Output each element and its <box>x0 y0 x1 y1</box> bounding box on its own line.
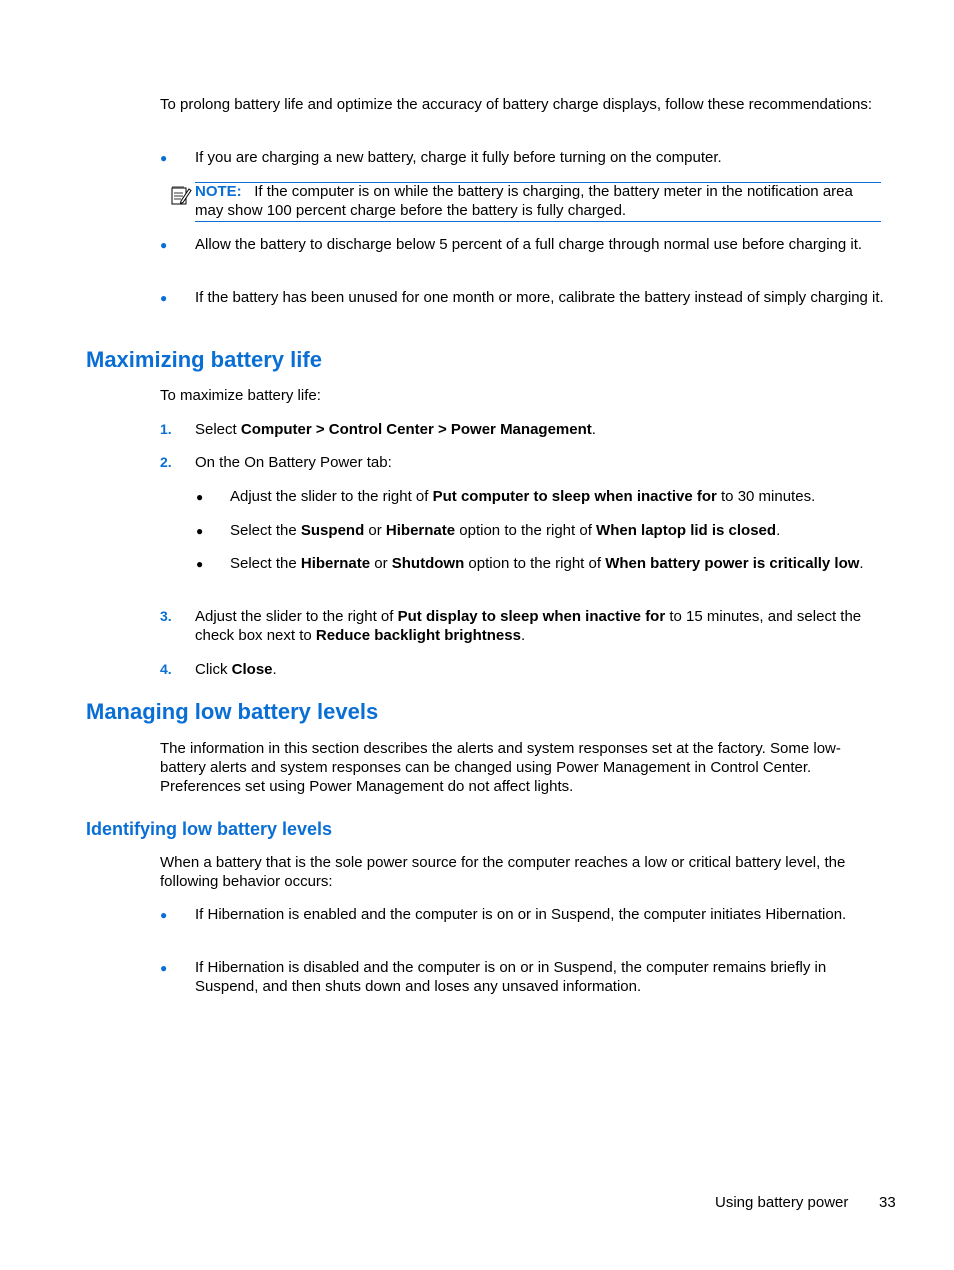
note-pencil-icon <box>170 184 192 206</box>
managing-paragraph: The information in this section describes the alerts and system responses set at the factory. Some low-battery alerts and system responses can be changed using Power Management in Control Center. Preferences set using Power Management do not affect lights. <box>160 740 841 795</box>
sub-step-3: Select the Hibernate or Shutdown option to the right of When battery power is critically low. <box>230 555 864 572</box>
bullet-icon: ● <box>196 490 204 504</box>
maximize-intro: To maximize battery life: <box>160 387 321 404</box>
bullet-icon: ● <box>196 524 204 538</box>
note-body <box>195 182 881 220</box>
recommendation-1: If you are charging a new battery, charge it fully before turning on the computer. <box>195 149 722 166</box>
behavior-1: If Hibernation is enabled and the computer is on or in Suspend, the computer initiates Hibernation. <box>195 906 847 923</box>
step-2: On the On Battery Power tab: <box>195 454 392 471</box>
step-4: Click Close. <box>195 661 277 678</box>
intro-paragraph: To prolong battery life and optimize the accuracy of battery charge displays, follow these recommendations: <box>160 96 873 113</box>
footer-chapter-title: Using battery power <box>715 1194 849 1211</box>
note-text: If the computer is on while the battery is charging, the battery meter in the notification area may show 100 percent charge before the battery is fully charged. <box>195 183 853 219</box>
note-bottom-rule <box>195 221 881 222</box>
step-number: 4. <box>160 661 172 677</box>
recommendation-2: Allow the battery to discharge below 5 percent of a full charge through normal use before charging it. <box>195 236 863 253</box>
bullet-icon: ● <box>160 151 168 165</box>
bullet-icon: ● <box>160 908 168 922</box>
sub-step-2: Select the Suspend or Hibernate option to the right of When laptop lid is closed. <box>230 522 781 539</box>
heading-maximizing: Maximizing battery life <box>86 347 322 372</box>
step-number: 3. <box>160 608 172 624</box>
bullet-icon: ● <box>160 291 168 305</box>
note-label: NOTE: <box>195 183 242 200</box>
step-1: Select Computer > Control Center > Power Management. <box>195 421 596 438</box>
heading-identifying: Identifying low battery levels <box>86 819 333 839</box>
sub-step-1: Adjust the slider to the right of Put computer to sleep when inactive for to 30 minutes. <box>230 488 816 505</box>
step-number: 1. <box>160 421 172 437</box>
behavior-2: If Hibernation is disabled and the computer is on or in Suspend, the computer remains briefly in Suspend, and then shuts down and loses any unsaved information. <box>195 959 827 995</box>
heading-managing: Managing low battery levels <box>86 699 379 724</box>
identifying-intro: When a battery that is the sole power source for the computer reaches a low or critical battery level, the following behavior occurs: <box>160 854 846 890</box>
bullet-icon: ● <box>160 238 168 252</box>
step-number: 2. <box>160 454 172 470</box>
recommendation-3: If the battery has been unused for one month or more, calibrate the battery instead of simply charging it. <box>195 289 884 306</box>
bullet-icon: ● <box>160 961 168 975</box>
page-number: 33 <box>879 1194 896 1211</box>
step-3: Adjust the slider to the right of Put display to sleep when inactive for to 15 minutes, and select the check box next to Reduce backlight brightness. <box>195 608 862 644</box>
bullet-icon: ● <box>196 557 204 571</box>
